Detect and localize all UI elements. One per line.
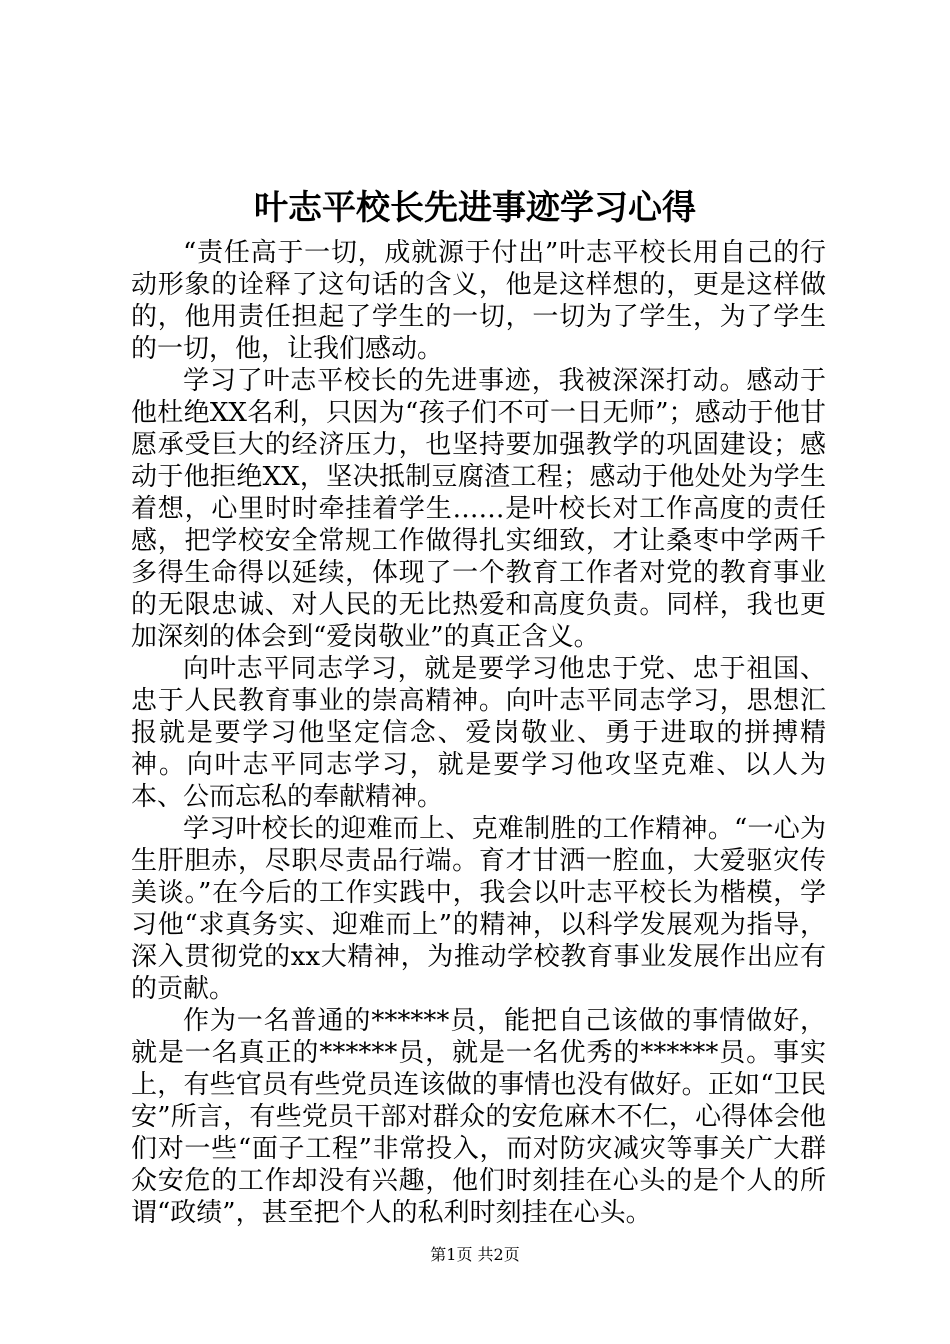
paragraph: “责任高于一切，成就源于付出”叶志平校长用自己的行动形象的诠释了这句话的含义，他是这样想的，更是这样做的，他用责任担起了学生的一切，一切为了学生，为了学生的一切，他，让我们感动。 xyxy=(131,238,826,364)
paragraph: 学习了叶志平校长的先进事迹，我被深深打动。感动于他杜绝XX名利，只因为“孩子们不可一日无师”；感动于他甘愿承受巨大的经济压力，也坚持要加强教学的巩固建设；感动于他拒绝XX，坚决抵制豆腐渣工程；感动于他处处为学生着想，心里时时牵挂着学生……是叶校长对工作高度的责任感，把学校安全常规工作做得扎实细致，才让桑枣中学两千多得生命得以延续，体现了一个教育工作者对党的教育事业的无限忠诚、对人民的无比热爱和高度负责。同样，我也更加深刻的体会到“爱岗敬业”的真正含义。 xyxy=(131,366,826,652)
paragraph: 向叶志平同志学习，就是要学习他忠于党、忠于祖国、忠于人民教育事业的崇高精神。向叶志平同志学习，思想汇报就是要学习他坚定信念、爱岗敬业、勇于进取的拼搏精神。向叶志平同志学习，就是要学习他攻坚克难、以人为本、公而忘私的奉献精神。 xyxy=(131,654,826,812)
paragraph: 学习叶校长的迎难而上、克难制胜的工作精神。“一心为生肝胆赤，尽职尽责品行端。育才甘洒一腔血，大爱驱灾传美谈。”在今后的工作实践中，我会以叶志平校长为楷模，学习他“求真务实、迎难而上”的精神，以科学发展观为指导，深入贯彻党的xx大精神，为推动学校教育事业发展作出应有的贡献。 xyxy=(131,814,826,1004)
document-title: 叶志平校长先进事迹学习心得 xyxy=(254,188,696,228)
paragraph: 作为一名普通的******员，能把自己该做的事情做好，就是一名真正的******员，就是一名优秀的******员。事实上，有些官员有些党员连该做的事情也没有做好。正如“卫民安”所言，有些党员干部对群众的安危麻木不仁，心得体会他们对一些“面子工程”非常投入，而对防灾减灾等事关广大群众安危的工作却没有兴趣，他们时刻挂在心头的是个人的所谓“政绩”，甚至把个人的私利时刻挂在心头。 xyxy=(131,1006,826,1228)
page-number-footer: 第1页 共2页 xyxy=(430,1245,520,1264)
document-body xyxy=(131,237,826,1229)
